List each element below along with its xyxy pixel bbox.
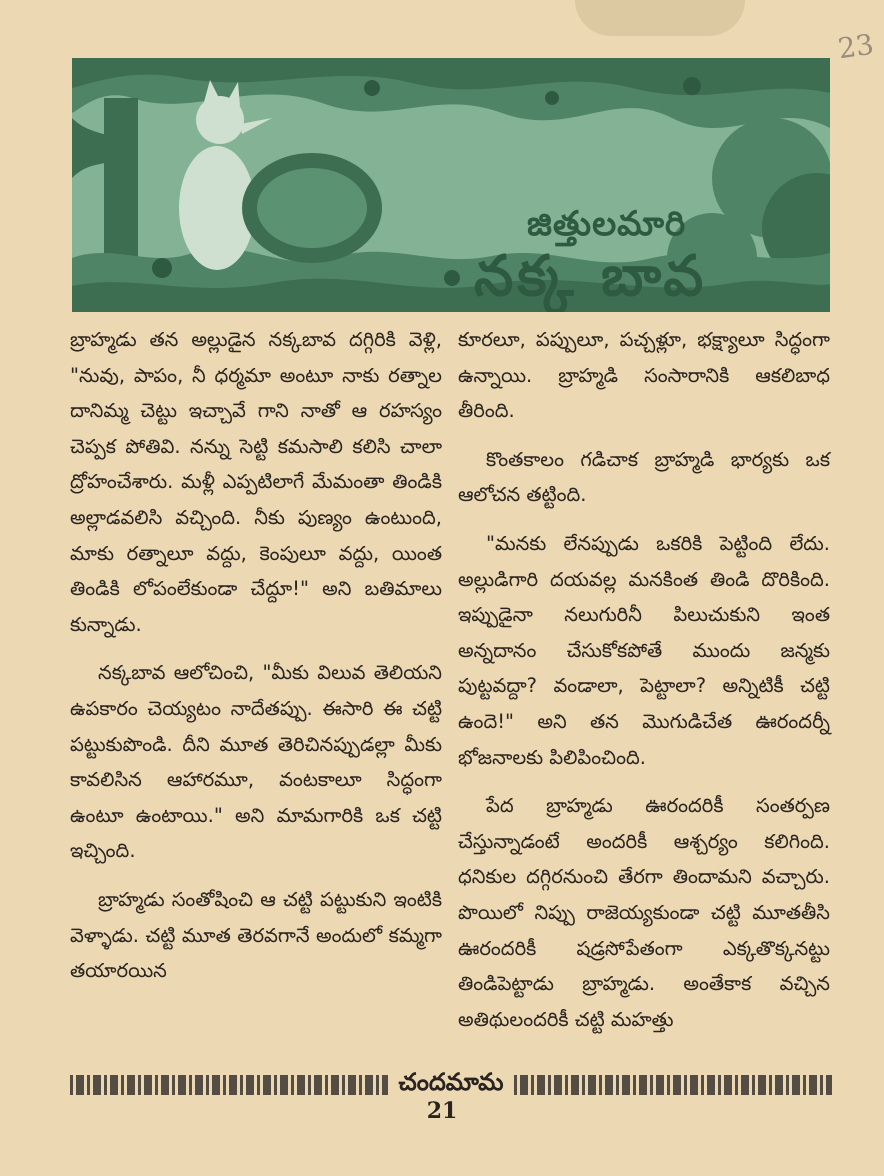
footer-ornament-band: [70, 1068, 832, 1098]
forest-fox-illustration: [72, 58, 830, 312]
story-subtitle: జిత్తులమారి: [527, 204, 687, 244]
ornament-border-left: [70, 1075, 388, 1095]
page-number: 21: [426, 1098, 458, 1124]
paragraph: కొంతకాలం గడిచాక బ్రాహ్మడి భార్యకు ఒక ఆలోచన తట్టింది.: [458, 447, 830, 507]
corner-mark: 23: [835, 27, 876, 66]
magazine-name: చందమామ: [398, 1068, 504, 1096]
paragraph: బ్రాహ్మడు సంతోషించి ఆ చట్టి పట్టుకుని ఇంటికి వెళ్ళాడు. చట్టి మూత తెరవగానే అందులో కమ్మగా తయారయిన: [70, 887, 442, 983]
paragraph: కూరలూ, పప్పులూ, పచ్చళ్లూ, భక్ష్యాలూ సిద్ధంగా ఉన్నాయి. బ్రాహ్మడి సంసారానికి ఆకలిబాధ తీరింది.: [458, 328, 830, 423]
paragraph: నక్కబావ ఆలోచించి, "మీకు విలువ తెలియని ఉపకారం చెయ్యటం నాదేతప్పు. ఈసారి ఈ చట్టి పట్టుకుపొండి. దీని మూత తెరిచినప్పుడల్లా మీకు కావలిసిన ఆహారమూ, వంటకాలూ సిద్ధంగా ఉంటూ ఉంటాయి." అని మామగారికి ఒక చట్టి ఇచ్చింది.: [70, 661, 442, 863]
story-title: నక్క బావ: [474, 244, 708, 309]
paragraph: పేద బ్రాహ్మడు ఊరందరికీ సంతర్పణ చేస్తున్నాడంటే అందరికీ ఆశ్చర్యం కలిగింది. ధనికుల దగ్గిరనుంచి తేరగా తిందామని వచ్చారు. పొయిలో నిప్పు రాజెయ్యకుండా చట్టి మూతతీసి ఊరందరికీ షడ్రసోపేతంగా ఎక్కతొక్కనట్టు తిండిపెట్టాడు బ్రాహ్మడు. అంతేకాక వచ్చిన అతిథులందరికీ చట్టి మహత్తు: [458, 794, 830, 1031]
story-banner-illustration: [72, 58, 830, 312]
left-text-column: [70, 322, 442, 1002]
page-stain: [575, 0, 745, 36]
right-text-column: [458, 322, 830, 1050]
paragraph: బ్రాహ్మడు తన అల్లుడైన నక్కబావ దగ్గిరికి వెళ్లి, "నువు, పాపం, నీ ధర్మమా అంటూ నాకు రత్నాల దానిమ్మ చెట్టు ఇచ్చావే గాని నాతో ఆ రహస్యం చెప్పక పోతివి. నన్ను సెట్టి కమసాలి కలిసి చాలా ద్రోహంచేశారు. మళ్లీ ఎప్పటిలాగే మేమంతా తిండికి అల్లాడవలిసి వచ్చింది. నీకు పుణ్యం ఉంటుంది, మాకు రత్నాలూ వద్దు, కెంపులూ వద్దు, యింత తిండికి లోపంలేకుండా చేద్దూ!" అని బతిమాలు కున్నాడు.: [70, 328, 442, 636]
ornament-border-right: [514, 1075, 832, 1095]
paragraph: "మనకు లేనప్పుడు ఒకరికి పెట్టింది లేదు. అల్లుడిగారి దయవల్ల మనకింత తిండి దొరికింది. ఇప్పుడైనా నలుగురినీ పిలుచుకుని ఇంత అన్నదానం చేసుకోకపోతే ముందు జన్మకు పుట్టవద్దా? వండాలా, పెట్టాలా? అన్నిటికీ చట్టి ఉందె!" అని తన మొగుడిచేత ఊరందర్నీ భోజనాలకు పిలిపించింది.: [458, 531, 830, 769]
